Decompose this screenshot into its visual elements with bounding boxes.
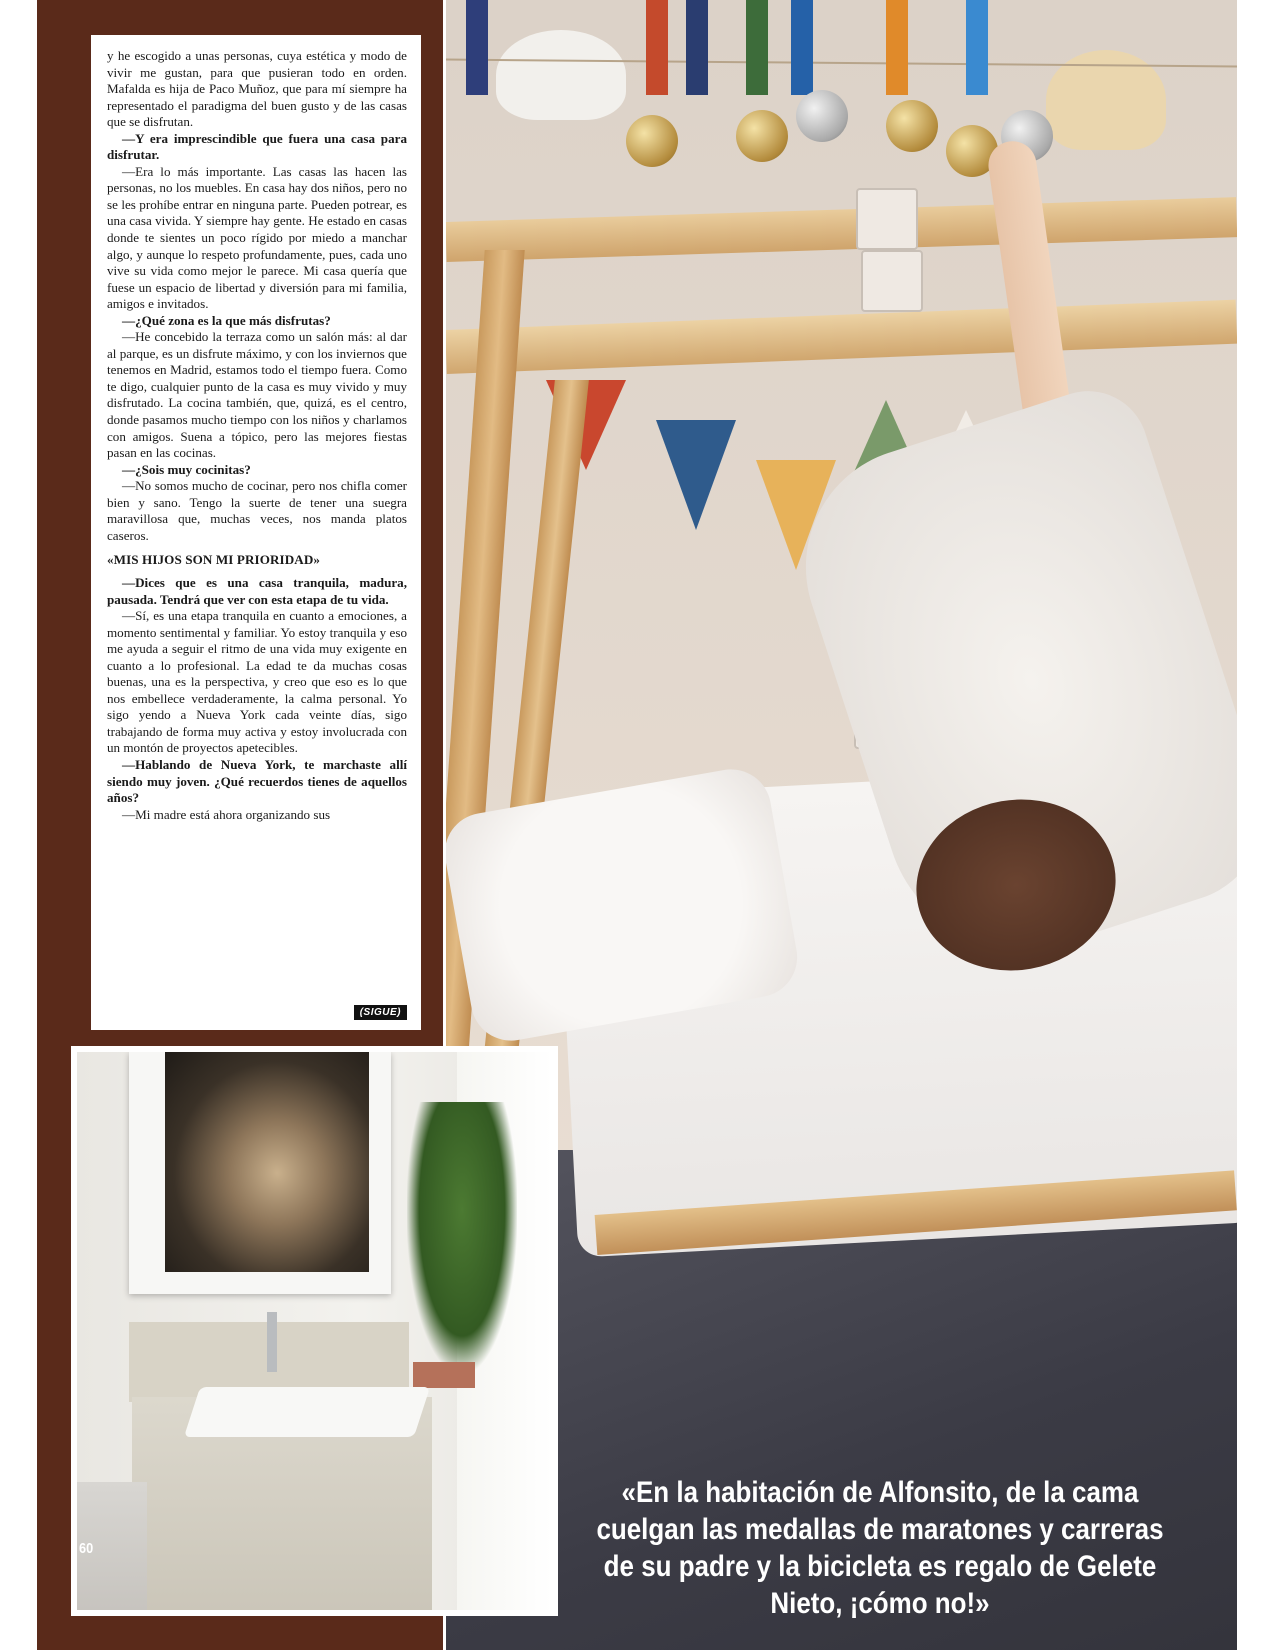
question: —Hablando de Nueva York, te marchaste allí siendo muy joven. ¿Qué recuerdos tienes de aquellos años? (107, 756, 407, 806)
question: —¿Qué zona es la que más disfrutas? (122, 312, 331, 328)
medal-ribbon (646, 0, 668, 95)
section-heading: «MIS HIJOS SON MI PRIORIDAD» (107, 552, 321, 568)
interview-column (107, 48, 407, 823)
wall-socket (861, 250, 923, 312)
medal-ribbon (966, 0, 988, 95)
fiddle-leaf-plant (407, 1102, 517, 1372)
marathon-medal (736, 110, 788, 162)
answer: —He concebido la terraza como un salón más: al dar al parque, es un disfrute máximo, y con los inviernos que tenemos en Madrid, estamos todo el tiempo fuera. Como te digo, cualquier punto de la casa es muy vivido y muy disfrutado. La cocina también, que, quizá, es el centro, donde pasamos mucho tiempo con los niños y charlamos con amigos. Suena a tópico, pero las mejores fiestas pasan en las cocinas. (107, 329, 407, 461)
marathon-medal (626, 115, 678, 167)
bedroom-photo (446, 0, 1237, 1650)
right-page-margin (1237, 0, 1275, 1650)
plant-pot (413, 1362, 475, 1388)
interview-text-box (91, 35, 421, 1030)
medal-ribbon (466, 0, 488, 95)
answer: —Sí, es una etapa tranquila en cuanto a emociones, a momento sentimental y familiar. Yo estoy tranquila y eso me ayuda a seguir el ritmo de una vida muy exigente en cuanto a lo profesional. La edad te da muchas cosas buenas, una es la perspectiva, y creo que eso es lo que nos embellece verdaderamente, la calma personal. Yo sigo yendo a Nueva York cada veinte días, sigo trabajando de forma muy activa y estoy involucrada con un montón de proyectos apetecibles. (107, 608, 407, 756)
bathroom-photo (77, 1052, 552, 1610)
elephant-decoration (496, 30, 626, 120)
answer: —No somos mucho de cocinar, pero nos chifla comer bien y sano. Tengo la suerte de tener una suegra maravillosa que, muchas veces, nos manda platos caseros. (107, 478, 407, 543)
bathtub-basin (184, 1387, 430, 1437)
continue-label: (SIGUE) (354, 1005, 407, 1020)
paragraph: y he escogido a unas personas, cuya estética y modo de vivir me gustan, para que pusieran todo en orden. Mafalda es hija de Paco Muñoz, que para mí siempre ha representado el paradigma del buen gusto y de las casas que se disfrutan. (107, 48, 407, 130)
page-number: 60 (79, 1540, 94, 1557)
artwork-image (165, 1052, 369, 1272)
answer: —Era lo más importante. Las casas las hacen las personas, no los muebles. En casa hay dos niños, pero no se les prohíbe entrar en ninguna parte. Pueden potrear, es una casa vivida. Y siempre hay gente. He estado en casas donde te sientes un poco rígido por miedo a manchar algo, y aunque lo respeto profundamente, pues, cada uno vive su vida como mejor le parece. Mi casa quería que fuese un espacio de libertad y diversión para mi familia, amigos e invitados. (107, 163, 407, 312)
question: —Dices que es una casa tranquila, madura, pausada. Tendrá que ver con esta etapa de tu vida. (107, 574, 407, 607)
marathon-medal (886, 100, 938, 152)
wall-socket (856, 188, 918, 250)
question: —¿Sois muy cocinitas? (122, 461, 251, 477)
medal-ribbon (886, 0, 908, 95)
medal-ribbon (746, 0, 768, 95)
medal-ribbon (686, 0, 708, 95)
marathon-medal (796, 90, 848, 142)
bath-faucet (267, 1312, 277, 1372)
bunting-flag (656, 420, 736, 530)
medal-ribbon (791, 0, 813, 95)
photo-caption: «En la habitación de Alfonsito, de la cama cuelgan las medallas de maratones y carreras de su padre y la bicicleta es regalo de Gelete Nieto, ¡cómo no!» (596, 1476, 1164, 1620)
framed-artwork (129, 1052, 391, 1294)
answer: —Mi madre está ahora organizando sus (122, 806, 331, 822)
question: —Y era imprescindible que fuera una casa para disfrutar. (107, 130, 407, 163)
